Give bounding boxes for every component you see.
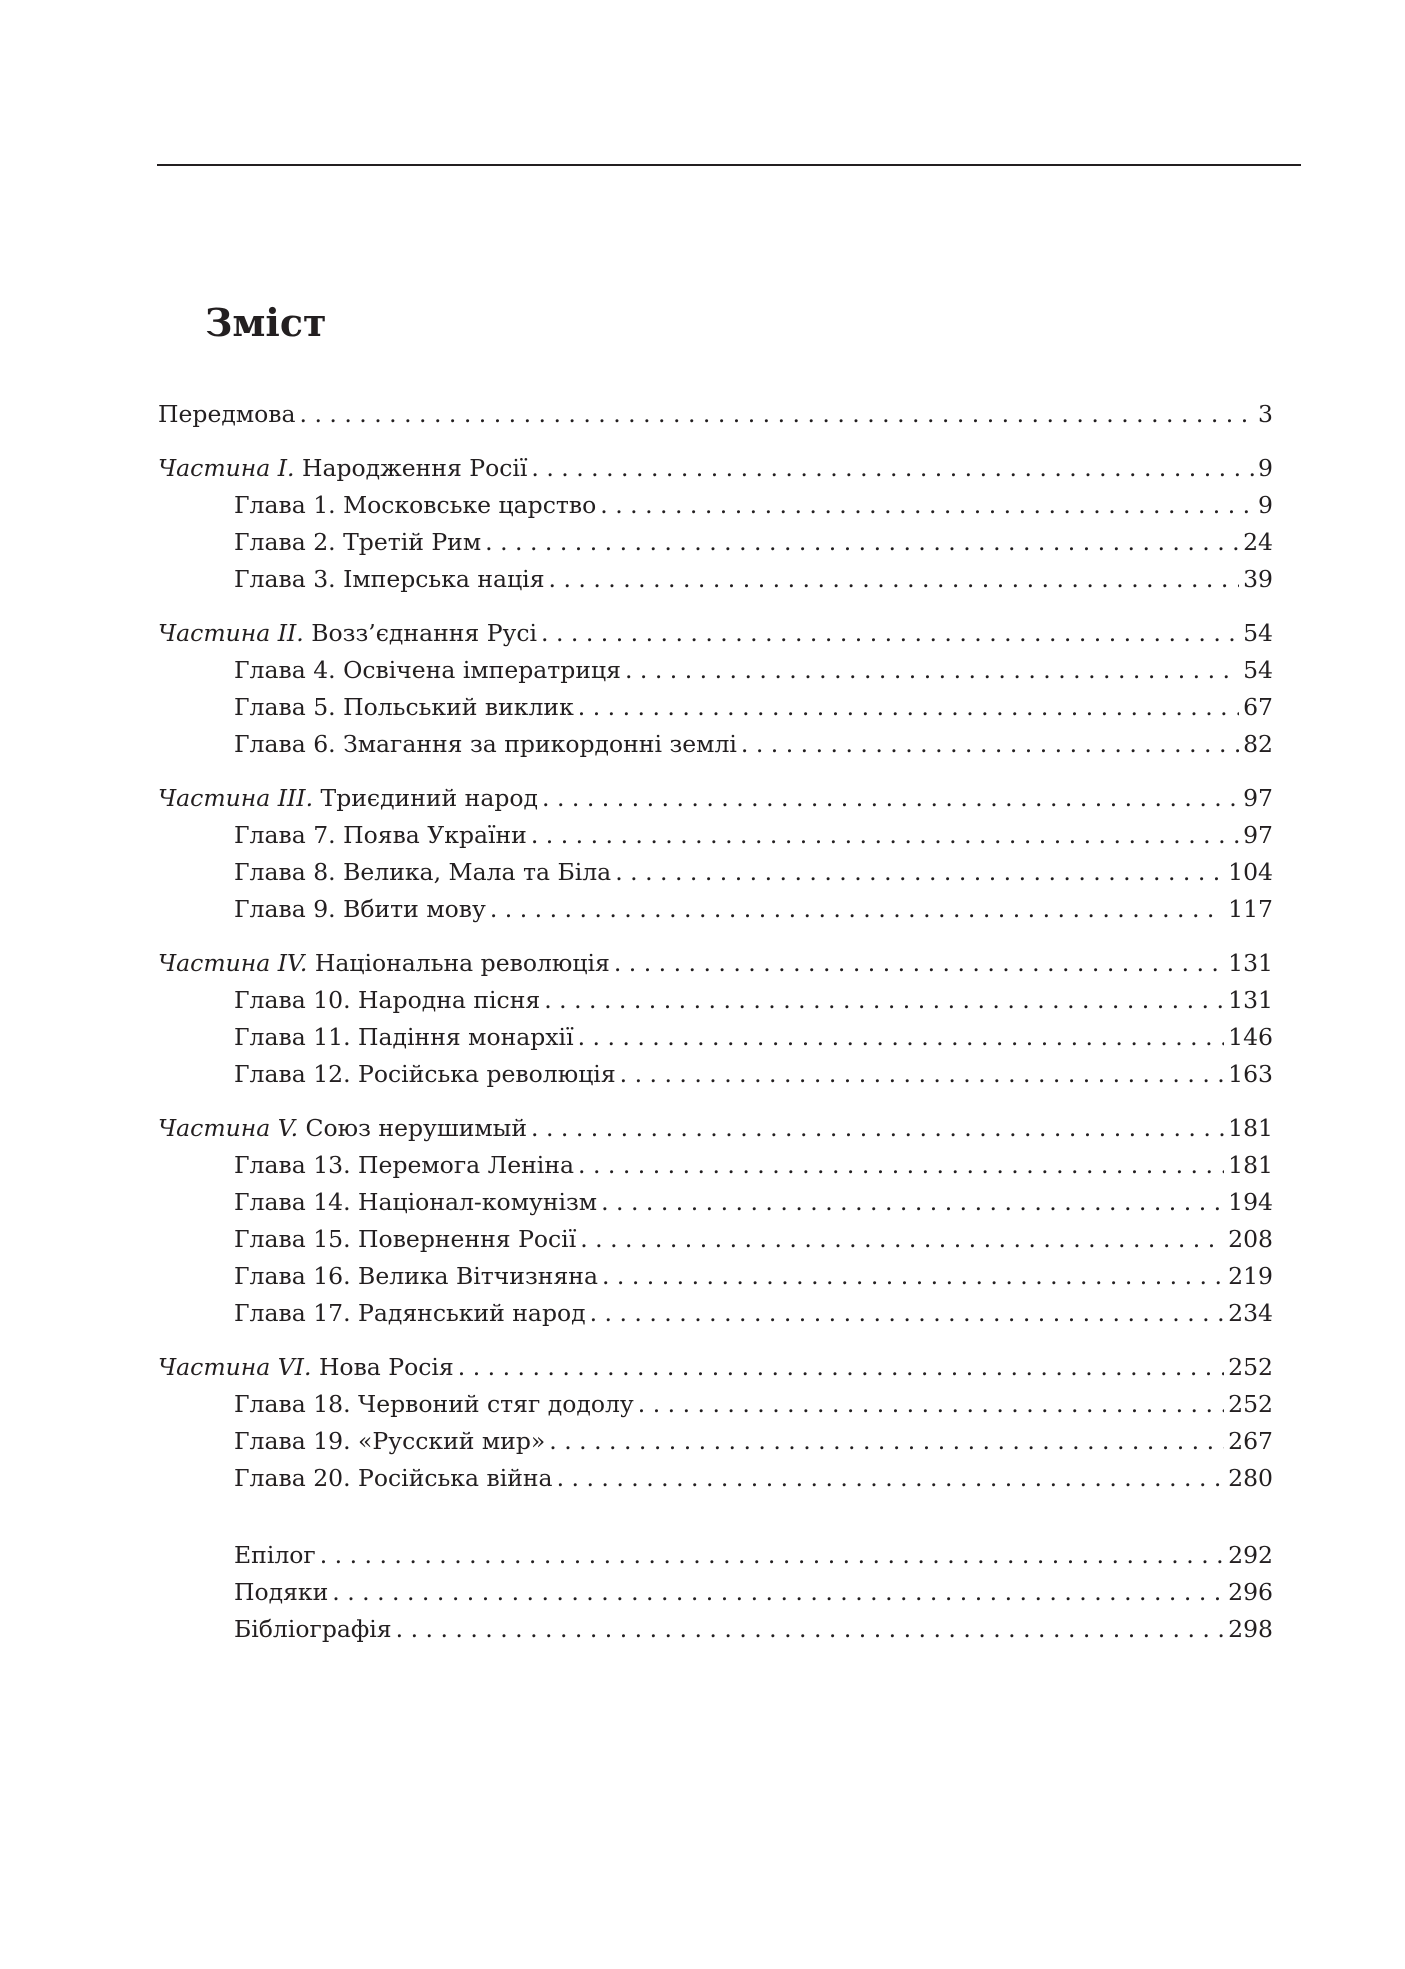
page-number: 54 [1243,619,1273,647]
toc-entry-chapter[interactable] [158,487,1273,524]
dot-leader [620,1056,1224,1093]
dot-leader [396,1611,1225,1648]
toc-entry-chapter[interactable] [158,726,1273,763]
toc-entry-chapter[interactable] [158,1295,1273,1332]
toc-entry-part[interactable] [158,450,1273,487]
entry-title: Глава 19. «Русский мир» [234,1427,546,1455]
dot-leader [578,1019,1225,1056]
toc-entry-chapter[interactable] [158,1258,1273,1295]
entry-label [234,1295,586,1332]
entry-label [234,1056,616,1093]
header-rule [157,164,1301,166]
toc-entry-chapter[interactable] [158,854,1273,891]
page-number: 163 [1228,1060,1273,1088]
part-prefix: Частина II. [158,619,304,647]
dot-leader [600,487,1254,524]
entry-title: Нова Росія [318,1353,454,1381]
page-number: 298 [1228,1615,1273,1643]
entry-title: Національна революція [314,949,610,977]
entry-label [234,1537,316,1574]
entry-title: Глава 20. Російська війна [234,1464,553,1492]
dot-leader [544,982,1224,1019]
dot-leader [638,1386,1224,1423]
dot-leader [590,1295,1225,1332]
entry-label [234,561,545,598]
entry-title: Бібліографія [234,1615,392,1643]
toc-entry-part[interactable] [158,1110,1273,1147]
page-title: Зміст [205,300,327,345]
page-number: 280 [1228,1464,1273,1492]
page-number: 131 [1228,949,1273,977]
entry-title: Возз’єднання Русі [311,619,538,647]
entry-label [158,450,527,487]
entry-label [234,652,621,689]
entry-title: Глава 14. Націонал-комунізм [234,1188,598,1216]
page-number: 82 [1243,730,1273,758]
dot-leader [601,1184,1224,1221]
toc-entry-part[interactable] [158,780,1273,817]
entry-title: Глава 8. Велика, Мала та Біла [234,858,612,886]
entry-label [158,1110,527,1147]
part-prefix: Частина I. [158,454,295,482]
dot-leader [549,561,1240,598]
entry-label [234,487,596,524]
dot-leader [531,450,1254,487]
entry-title: Глава 3. Імперська нація [234,565,545,593]
page-number: 234 [1228,1299,1273,1327]
entry-title: Глава 16. Велика Вітчизняна [234,1262,598,1290]
entry-label [234,1386,634,1423]
dot-leader [578,1147,1224,1184]
entry-label [234,1258,598,1295]
entry-label [234,982,540,1019]
dot-leader [542,780,1239,817]
entry-title: Глава 17. Радянський народ [234,1299,586,1327]
entry-label [234,524,481,561]
page-number: 194 [1228,1188,1273,1216]
part-prefix: Частина III. [158,784,314,812]
entry-label [234,1184,597,1221]
toc-entry-chapter[interactable] [158,1184,1273,1221]
entry-title: Глава 4. Освічена імператриця [234,656,621,684]
page-number: 24 [1243,528,1273,556]
toc-entry-chapter[interactable] [158,561,1273,598]
toc-entry-chapter[interactable] [158,689,1273,726]
entry-title: Глава 5. Польський виклик [234,693,574,721]
dot-leader [541,615,1239,652]
page-number: 252 [1228,1353,1273,1381]
page-number: 267 [1228,1427,1273,1455]
toc-entry-chapter[interactable] [158,817,1273,854]
toc-entry-part[interactable] [158,615,1273,652]
toc-entry-back-matter[interactable] [158,1574,1273,1611]
toc-entry-part[interactable] [158,945,1273,982]
entry-label [234,689,574,726]
dot-leader [615,854,1224,891]
toc-entry-chapter[interactable] [158,1460,1273,1497]
entry-title: Глава 6. Змагання за прикордонні землі [234,730,737,758]
entry-title: Народження Росії [301,454,528,482]
page-number: 146 [1228,1023,1273,1051]
dot-leader [549,1423,1224,1460]
entry-label [158,780,538,817]
page-number: 208 [1228,1225,1273,1253]
entry-label [234,1574,328,1611]
dot-leader [580,1221,1224,1258]
entry-title: Епілог [234,1541,316,1569]
entry-title: Глава 12. Російська революція [234,1060,616,1088]
page-number: 104 [1228,858,1273,886]
page-number: 181 [1228,1114,1273,1142]
page-number: 219 [1228,1262,1273,1290]
toc-entry-chapter[interactable] [158,1386,1273,1423]
dot-leader [602,1258,1224,1295]
entry-label [158,1349,454,1386]
page-number: 97 [1243,784,1273,812]
page-number: 252 [1228,1390,1273,1418]
toc-entry-chapter[interactable] [158,652,1273,689]
entry-label [234,817,527,854]
dot-leader [458,1349,1224,1386]
entry-label [234,891,486,928]
entry-title: Глава 13. Перемога Леніна [234,1151,574,1179]
page-number: 292 [1228,1541,1273,1569]
entry-label [234,1460,553,1497]
page-number: 67 [1243,693,1273,721]
entry-title: Глава 2. Третій Рим [234,528,482,556]
dot-leader [320,1537,1224,1574]
entry-label [158,945,610,982]
entry-title: Глава 9. Вбити мову [234,895,486,923]
toc-entry-chapter[interactable] [158,524,1273,561]
toc-entry-chapter[interactable] [158,1221,1273,1258]
dot-leader [614,945,1224,982]
entry-label: Передмова [158,400,296,428]
toc-entry-chapter[interactable] [158,1423,1273,1460]
entry-label [234,1019,574,1056]
page-number: 39 [1243,565,1273,593]
page-number: 181 [1228,1151,1273,1179]
part-prefix: Частина VI. [158,1353,312,1381]
page-number: 3 [1258,400,1273,428]
entry-title: Глава 18. Червоний стяг додолу [234,1390,634,1418]
dot-leader [485,524,1239,561]
toc-entry-chapter[interactable] [158,1056,1273,1093]
entry-title: Союз нерушимый [305,1114,528,1142]
entry-title: Глава 10. Народна пісня [234,986,541,1014]
toc-entry-chapter[interactable] [158,982,1273,1019]
page-number: 9 [1258,454,1273,482]
part-prefix: Частина IV. [158,949,308,977]
dot-leader [531,1110,1224,1147]
dot-leader [741,726,1239,763]
toc-entry-back-matter[interactable] [158,1611,1273,1648]
dot-leader [625,652,1239,689]
entry-title: Подяки [234,1578,329,1606]
toc-entry-chapter[interactable] [158,1147,1273,1184]
entry-title: Глава 15. Повернення Росії [234,1225,577,1253]
entry-title: Глава 1. Московське царство [234,491,597,519]
entry-label [234,1423,545,1460]
dot-leader [490,891,1224,928]
entry-label [234,854,611,891]
page-number: 9 [1258,491,1273,519]
page-number: 54 [1243,656,1273,684]
entry-title: Глава 11. Падіння монархії [234,1023,574,1051]
page-number: 97 [1243,821,1273,849]
entry-label [234,1611,392,1648]
entry-title: Глава 7. Поява України [234,821,527,849]
table-of-contents [158,396,1273,1648]
toc-entry-chapter[interactable] [158,891,1273,928]
toc-entry-part[interactable] [158,1349,1273,1386]
dot-leader [300,396,1255,433]
dot-leader [531,817,1239,854]
dot-leader [332,1574,1224,1611]
entry-label [158,615,537,652]
toc-entry-back-matter[interactable] [158,1537,1273,1574]
page-number: 296 [1228,1578,1273,1606]
entry-label [234,1147,574,1184]
entry-label [234,1221,576,1258]
toc-entry-chapter[interactable] [158,1019,1273,1056]
part-prefix: Частина V. [158,1114,299,1142]
page-number: 117 [1228,895,1273,923]
toc-entry-preface[interactable] [158,396,1273,433]
dot-leader [578,689,1239,726]
dot-leader [557,1460,1225,1497]
entry-title: Триєдиний народ [320,784,538,812]
page-number: 131 [1228,986,1273,1014]
entry-label [234,726,737,763]
